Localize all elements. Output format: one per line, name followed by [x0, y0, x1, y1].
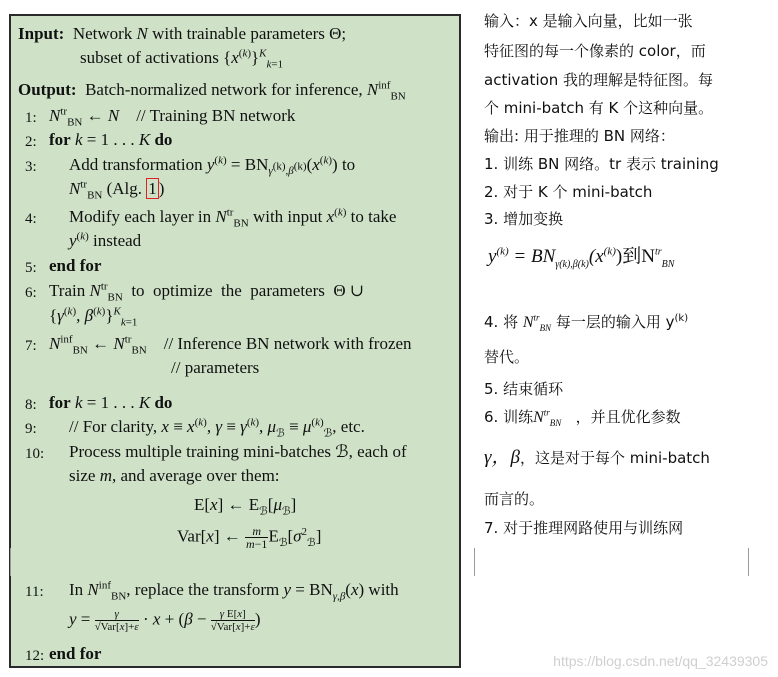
- note-line-gamma: γ，β，这是对于每个 mini-batch: [484, 447, 710, 468]
- algo-line-3b: $N^{tr}_{BN}$ (Alg. 1 ): [69, 178, 165, 202]
- algo-line-5: end for: [49, 256, 102, 275]
- algo-line-10: Process multiple training mini-batches ℬ, each of: [69, 442, 407, 461]
- page-margin-mark: [10, 548, 11, 576]
- note-formula: $y^{(k)} = BN_{\gamma(k),\beta(k)}(x^{(k)})$到$N^{tr}_{BN}$: [488, 245, 675, 270]
- line-number: 12:: [25, 648, 45, 664]
- line-number: 1:: [25, 110, 37, 126]
- line-number: 2:: [25, 134, 37, 150]
- algo-line-8: for k = 1 . . . K do: [49, 393, 173, 412]
- line-number: 11:: [25, 584, 44, 600]
- algo-line-9: // For clarity, $x \equiv x^{(k)}$, $\gamma \equiv \gamma^{(k)}$, $\mu_ℬ \equiv \mu^{(k)}_ℬ$, etc.: [69, 416, 365, 440]
- algo-line-4: Modify each layer in $N^{tr}_{BN}$ with input $x^{(k)}$ to take: [69, 206, 397, 230]
- algo-line-4b: $y^{(k)}$ instead: [69, 230, 142, 250]
- note-line: 特征图的每一个像素的 color，而: [484, 42, 706, 60]
- algo-eq-mean: E[x] ← $E_ℬ[\mu_ℬ]$: [194, 495, 297, 518]
- line-number: 10:: [25, 446, 45, 462]
- note-line: activation 我的理解是特征图。每: [484, 71, 714, 89]
- line-number: 9:: [25, 421, 37, 437]
- page-margin-mark: [474, 548, 475, 576]
- algo-line-7: $N^{inf}_{BN}$ ← $N^{tr}_{BN}$ // Inference BN network with frozen: [49, 333, 412, 357]
- note-line: 个 mini-batch 有 K 个这种向量。: [484, 99, 714, 117]
- algo-line-10b: size m, and average over them:: [69, 466, 280, 485]
- line-number: 7:: [25, 338, 37, 354]
- note-line: 输出: 用于推理的 BN 网络：: [484, 127, 675, 145]
- line-number: 6:: [25, 285, 37, 301]
- note-line: 3. 增加变换: [484, 210, 564, 228]
- line-number: 5:: [25, 260, 37, 276]
- algo-line-11: In $N^{inf}_{BN}$, replace the transform $y = BN_{\gamma,\beta}(x)$ with: [69, 579, 399, 603]
- note-line: 输入：x 是输入向量，比如一张: [484, 12, 693, 30]
- algo-line-3: Add transformation $y^{(k)} = BN_{\gamma^{(k)},\beta^{(k)}}(x^{(k)})$ to: [69, 154, 356, 178]
- algo-line-1: $N^{tr}_{BN}$ ← N // Training BN network: [49, 105, 296, 129]
- page-margin-mark: [748, 548, 749, 576]
- line-number: 8:: [25, 397, 37, 413]
- algo-line-11b: y = γ √Var[x]+ε · x + (β − γ E[x] √Var[x]+ε): [69, 608, 261, 633]
- watermark: https://blog.csdn.net/qq_32439305: [553, 653, 768, 669]
- note-line: 2. 对于 K 个 mini-batch: [484, 183, 653, 201]
- input-line: Input: Network N with trainable parameters Θ;: [18, 24, 347, 43]
- algo-line-2: for k = 1 . . . K do: [49, 130, 173, 149]
- line-number: 3:: [25, 159, 37, 175]
- algo-line-12: end for: [49, 644, 102, 663]
- note-line-4: 4. 将 $N^{tr}_{BN}$ 每一层的输入用 $y^{(k)}$: [484, 312, 689, 334]
- algorithm-box: [9, 14, 461, 668]
- note-line: 而言的。: [484, 490, 545, 508]
- line-number: 4:: [25, 211, 37, 227]
- input-line-2: subset of activations $\{x^{(k)}\}^K_{k=1}$: [80, 47, 284, 71]
- algo-line-6: Train $N^{tr}_{BN}$ to optimize the parameters Θ ∪: [49, 280, 365, 304]
- note-line: 5. 结束循环: [484, 380, 564, 398]
- note-line: 替代。: [484, 348, 530, 366]
- note-line: 1. 训练 BN 网络。tr 表示 training: [484, 155, 719, 173]
- note-line-6: 6. 训练$N^{tr}_{BN}$ ，并且优化参数: [484, 407, 681, 429]
- algo-eq-var: Var[x] ← $\frac{m}{m-1}E_ℬ[\sigma^2_ℬ]$: [177, 524, 322, 551]
- note-line: 7. 对于推理网路使用与训练网: [484, 519, 684, 537]
- output-line: Output: Batch-normalized network for inference, $N^{inf}_{BN}$: [18, 79, 406, 103]
- algo-line-6b: {$\gamma^{(k)}$, $\beta^{(k)}\}^K_{k=1}$: [49, 305, 138, 329]
- algo-line-7b: // parameters: [171, 358, 260, 377]
